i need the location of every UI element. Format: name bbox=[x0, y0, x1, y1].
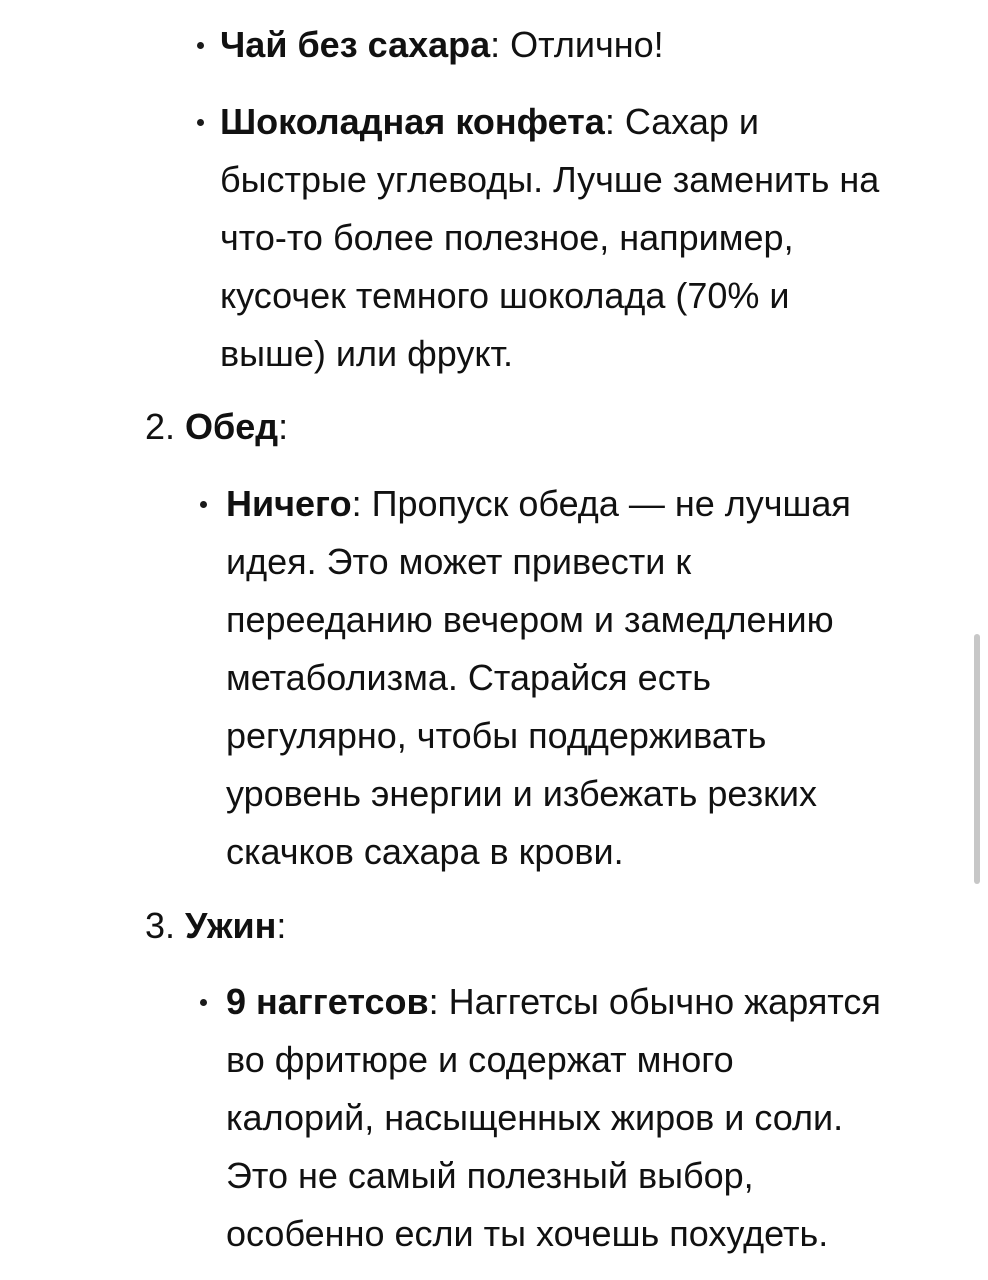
item-separator: : bbox=[351, 483, 362, 524]
list-item-dinner bbox=[226, 973, 976, 1263]
item-text-line: Сахар и bbox=[614, 101, 760, 142]
list-item-candy bbox=[220, 93, 960, 383]
bullet-dot bbox=[197, 119, 204, 126]
item-title: Чай без сахара bbox=[220, 24, 491, 65]
item-title: Шоколадная конфета bbox=[220, 101, 605, 142]
bullet-dot bbox=[200, 999, 207, 1006]
item-text: Отлично! bbox=[500, 24, 664, 65]
list-number: 2. bbox=[145, 406, 186, 447]
item-text-line: скачков сахара в крови. bbox=[226, 831, 624, 872]
item-separator: : bbox=[604, 101, 615, 142]
item-text-line: перееданию вечером и замедлению bbox=[226, 599, 834, 640]
scrollbar-thumb[interactable] bbox=[974, 634, 980, 884]
bullet-dot bbox=[197, 42, 204, 49]
item-text-line: Наггетсы обычно жарятся bbox=[438, 981, 881, 1022]
section-separator: : bbox=[278, 406, 289, 447]
list-number: 3. bbox=[145, 905, 186, 946]
bullet-dot bbox=[200, 501, 207, 508]
list-item-tea bbox=[220, 16, 664, 74]
section-heading-lunch bbox=[145, 398, 288, 456]
item-text-line: во фритюре и содержат много bbox=[226, 1039, 734, 1080]
section-separator: : bbox=[276, 905, 287, 946]
item-text-line: уровень энергии и избежать резких bbox=[226, 773, 817, 814]
item-separator: : bbox=[428, 981, 439, 1022]
item-title: Ничего bbox=[226, 483, 352, 524]
item-text-line: Пропуск обеда — не лучшая bbox=[361, 483, 851, 524]
item-text-line: особенно если ты хочешь похудеть. bbox=[226, 1213, 829, 1254]
item-text-line: быстрые углеводы. Лучше заменить на bbox=[220, 159, 880, 200]
item-text-line: идея. Это может привести к bbox=[226, 541, 692, 582]
section-title: Обед bbox=[185, 406, 279, 447]
list-item-lunch bbox=[226, 475, 966, 881]
item-text-line: калорий, насыщенных жиров и соли. bbox=[226, 1097, 844, 1138]
item-text-line: что-то более полезное, например, bbox=[220, 217, 794, 258]
item-text-line: регулярно, чтобы поддерживать bbox=[226, 715, 767, 756]
item-text-line: кусочек темного шоколада (70% и bbox=[220, 275, 790, 316]
item-text-line: Это не самый полезный выбор, bbox=[226, 1155, 754, 1196]
item-separator: : bbox=[490, 24, 501, 65]
item-text-line: метаболизма. Старайся есть bbox=[226, 657, 711, 698]
item-text-line: выше) или фрукт. bbox=[220, 333, 514, 374]
section-heading-dinner bbox=[145, 897, 286, 955]
item-title: 9 наггетсов bbox=[226, 981, 429, 1022]
section-title: Ужин bbox=[185, 905, 277, 946]
